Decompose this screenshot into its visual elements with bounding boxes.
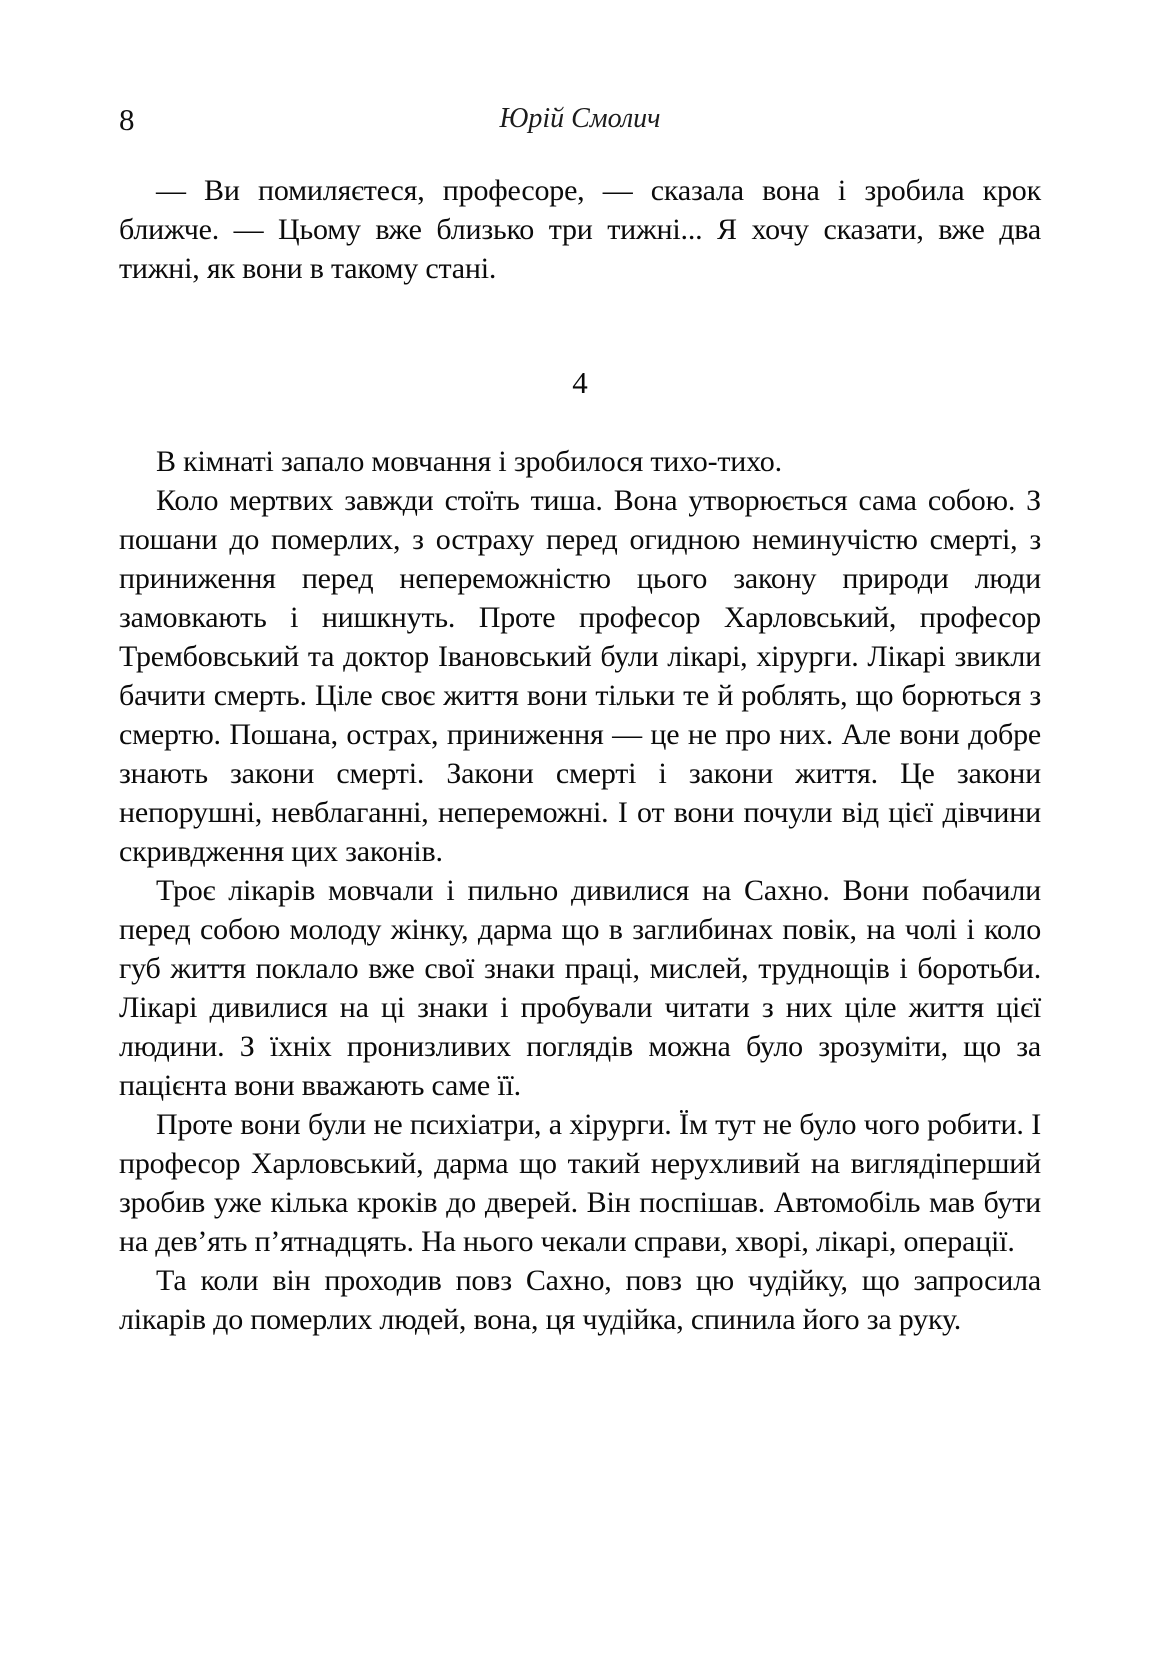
dialogue-paragraph: — Ви помиляєтеся, професоре, — сказала вона і зробила крок ближче. — Цьому вже близько три тижні... Я хочу сказати, вже два тижні, як вони в такому стані. [119, 174, 1041, 285]
page-header [119, 100, 1041, 142]
body-paragraph: Проте вони були не психіатри, а хірурги. Їм тут не було чого робити. І професор Харловський, дарма що такий нерухливий на виглядіперший зробив уже кілька кроків до дверей. Він поспішав. Автомобіль мав бути на дев’ять п’ятнадцять. На нього чекали справи, хворі, лікарі, операції. [119, 1108, 1041, 1258]
body-paragraph: Та коли він проходив повз Сахно, повз цю чудійку, що запросила лікарів до померлих людей, вона, ця чудійка, спинила його за руку. [119, 1264, 1041, 1336]
running-header-author: Юрій Смолич [499, 103, 661, 134]
body-paragraph: В кімнаті запало мовчання і зробилося тихо-тихо. [156, 445, 782, 478]
section-number: 4 [572, 365, 588, 400]
page-number: 8 [119, 102, 135, 137]
body-paragraph: Коло мертвих завжди стоїть тиша. Вона утворюється сама собою. З пошани до померлих, з остраху перед огидною неминучістю смерті, з приниження перед непереможністю цього закону природи люди замовкають і нишкнуть. Проте професор Харловський, професор Трембовський та доктор Івановський були лікарі, хірурги. Лікарі звикли бачити смерть. Ціле своє життя вони тільки те й роблять, що борються з смертю. Пошана, острах, приниження — це не про них. Але вони добре знають закони смерті. Закони смерті і закони життя. Це закони непорушні, невблаганні, непереможні. І от вони почули від цієї дівчини скривдження цих законів. [119, 484, 1041, 868]
page-content [119, 171, 1041, 1339]
body-paragraph: Троє лікарів мовчали і пильно дивилися на Сахно. Вони побачили перед собою молоду жінку, дарма що в заглибинах повік, на чолі і коло губ життя поклало вже свої знаки праці, мислей, труднощів і боротьби. Лікарі дивилися на ці знаки і пробували читати з них ціле життя цієї людини. З їхніх пронизливих поглядів можна було зрозуміти, що за пацієнта вони вважають саме її. [119, 874, 1041, 1102]
